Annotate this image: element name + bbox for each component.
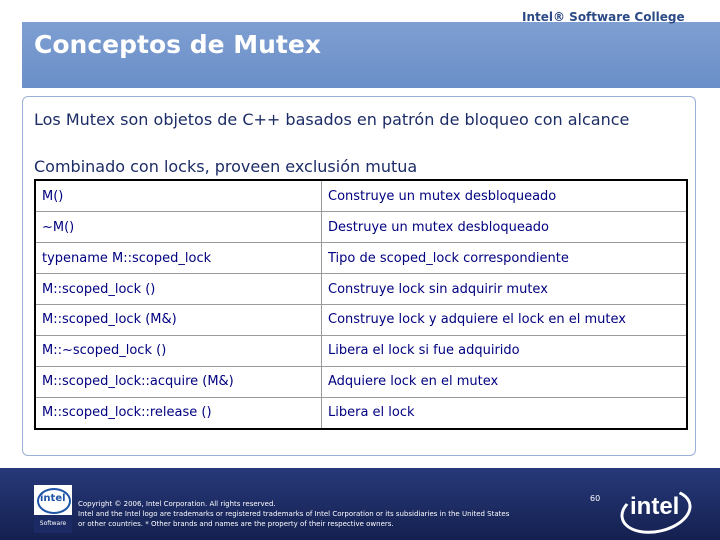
slide-title: Conceptos de Mutex <box>34 30 321 59</box>
description-cell: Tipo de scoped_lock correspondiente <box>322 243 688 274</box>
operation-cell: M::scoped_lock::acquire (M&) <box>35 366 322 397</box>
description-cell: Construye un mutex desbloqueado <box>322 180 688 212</box>
operation-cell: M::scoped_lock::release () <box>35 397 322 429</box>
page-number: 60 <box>590 494 601 503</box>
logo-wordmark: intel <box>630 493 680 520</box>
operation-cell: typename M::scoped_lock <box>35 243 322 274</box>
mutex-operations-table <box>34 179 688 430</box>
table-row <box>35 397 687 429</box>
copyright-line: or other countries. * Other brands and names are the property of their respective owners. <box>78 520 394 528</box>
description-cell: Libera el lock si fue adquirido <box>322 335 688 366</box>
description-cell: Libera el lock <box>322 397 688 429</box>
table-row <box>35 212 687 243</box>
logo-subtitle: Software <box>34 515 72 533</box>
intel-logo <box>620 487 700 529</box>
operation-cell: ~M() <box>35 212 322 243</box>
operation-cell: M() <box>35 180 322 212</box>
table-row <box>35 304 687 335</box>
description-cell: Construye lock sin adquirir mutex <box>322 274 688 305</box>
description-cell: Adquiere lock en el mutex <box>322 366 688 397</box>
copyright-notice <box>78 499 509 529</box>
description-cell: Construye lock y adquiere el lock en el mutex <box>322 304 688 335</box>
logo-wordmark: intel <box>40 493 66 504</box>
brand-label: Intel® Software College <box>522 10 685 24</box>
table-row <box>35 335 687 366</box>
copyright-line: Copyright © 2006, Intel Corporation. All rights reserved. <box>78 500 276 508</box>
table-row <box>35 366 687 397</box>
operation-cell: M::scoped_lock () <box>35 274 322 305</box>
description-cell: Destruye un mutex desbloqueado <box>322 212 688 243</box>
operation-cell: M::~scoped_lock () <box>35 335 322 366</box>
operation-cell: M::scoped_lock (M&) <box>35 304 322 335</box>
intel-software-logo <box>34 485 72 533</box>
table-row <box>35 274 687 305</box>
bullet-text: Combinado con locks, proveen exclusión mutua <box>34 157 418 176</box>
table-row <box>35 180 687 212</box>
table-row <box>35 243 687 274</box>
bullet-text: Los Mutex son objetos de C++ basados en patrón de bloqueo con alcance <box>34 110 630 129</box>
copyright-line: Intel and the Intel logo are trademarks or registered trademarks of Intel Corporation or its subsidiaries in the United States <box>78 510 510 518</box>
